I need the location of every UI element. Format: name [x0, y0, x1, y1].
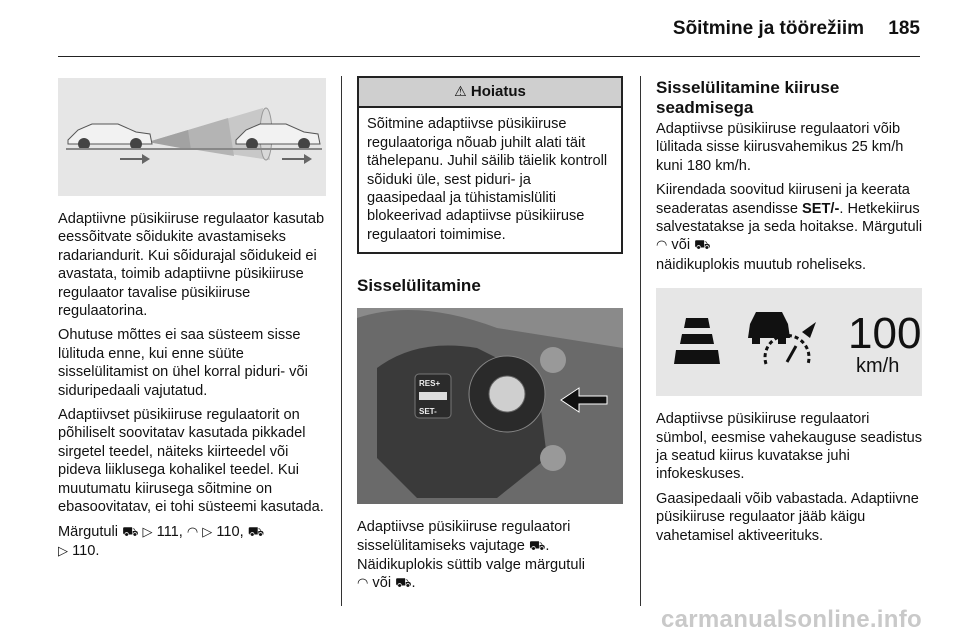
- figure-caption: Adaptiivse püsikiiruse regulaatori sisselülitamiseks vajutage ⛟. Näidikuplokis süttib valge märgutuli ◠ või ⛟.: [357, 519, 585, 592]
- caption-text: Adaptiivse püsikiiruse regulaatori sisselülitamiseks vajutage: [357, 519, 571, 554]
- adaptive-cruise-icon: ⛟: [247, 524, 265, 540]
- column-3: [656, 66, 924, 551]
- paragraph-text: näidikuplokis muutub roheliseks.: [656, 256, 867, 273]
- cruise-control-icon: ◠: [656, 238, 668, 254]
- cruise-control-icon: ◠: [186, 524, 199, 540]
- warning-title: Hoiatus: [470, 83, 526, 100]
- paragraph: Gaasipedaali võib vabastada. Adaptiivne püsikiiruse regulaator jääb käigu vahetamisel aktiveerituks.: [656, 490, 919, 544]
- ref-arrow-icon: ▷: [142, 524, 153, 540]
- speed-unit: km/h: [856, 355, 900, 378]
- set-label: SET/-: [802, 200, 840, 217]
- set-speed-value: 100: [848, 309, 922, 359]
- adaptive-cruise-icon: ⛟: [528, 538, 546, 554]
- cruise-control-icon: ◠: [357, 576, 369, 592]
- radar-illustration: [58, 78, 326, 196]
- paragraph: Adaptiivset püsikiiruse regulaatorit on põhiliselt soovitatav kasutada pikkadel sirgetel teedel, näiteks kiirteedel või pideva liiklusega kohalikel teedel. Kui muutumatu kiirusega sõitmine on ebasoovitatav, ei tohi süsteemi kasutada.: [58, 407, 324, 516]
- ref-arrow-icon: ▷: [202, 524, 213, 540]
- res-button-label: RES+: [419, 379, 441, 389]
- paragraph-text: Kiirendada soovitud kiiruseni ja keerata seaderatas asendisse: [656, 182, 910, 217]
- warning-icon: ⚠: [454, 84, 467, 100]
- paragraph-text: Märgutuli: [58, 523, 119, 540]
- column-divider-2: [640, 76, 641, 606]
- section-title: Sisselülitamine: [357, 276, 481, 296]
- warning-text: Sõitmine adaptiivse püsikiiruse regulaatoriga nõuab juhilt alati täit tähelepanu. Juhil säilib täielik kontroll sõiduki üle, sest piduri- ja gaasipedaal ja tühistamislüliti blokeerivad adaptiivse püsikiiruse regulaatori toimimise.: [367, 116, 608, 243]
- watermark: carmanualsonline.info: [660, 606, 922, 633]
- adaptive-cruise-icon: ⛟: [694, 238, 711, 254]
- page-header-title: Sõitmine ja töörežiim: [672, 18, 864, 39]
- warning-header: [359, 78, 621, 108]
- page-number: 185: [888, 18, 920, 39]
- column-2: [357, 66, 623, 600]
- car-icon: ⛟: [122, 524, 139, 540]
- paragraph: [58, 523, 326, 562]
- paragraph: Ohutuse mõttes ei saa süsteem sisse lülituda enne, kui enne süüte sisselülitamist on ühel korral piduri- või siduripedaali vajutatud.: [58, 327, 308, 399]
- paragraph: Adaptiivse püsikiiruse regulaatori sümbol, eesmise vahekauguse seadistus ja seatud kiirus kuvatakse juhi infokeskuses.: [656, 411, 923, 483]
- driver-info-display-figure: [656, 288, 922, 396]
- paragraph-text: või: [671, 237, 691, 254]
- adaptive-cruise-icon: ⛟: [395, 576, 412, 592]
- caption-text: või: [372, 575, 392, 592]
- column-divider-1: [341, 76, 342, 606]
- paragraph: Kiirendada soovitud kiiruseni ja keerata seaderatas asendisse SET/-. Hetkekiirus salvestatakse ja seda hoitakse. Märgutuli ◠ või ⛟ näidikuplokis muutub roheliseks.: [656, 182, 923, 273]
- set-button-label: SET-: [419, 407, 437, 417]
- ref-arrow-icon: ▷: [58, 543, 68, 559]
- header-rule: [58, 56, 920, 57]
- page-ref: 110,: [216, 523, 244, 540]
- paragraph: Adaptiivse püsikiiruse regulaatori võib lülitada sisse kiirusvahemikus 25 km/h kuni 180 km/h.: [656, 121, 904, 174]
- page-ref: 110.: [72, 542, 100, 559]
- paragraph-text: Hetkekiirus salvestatakse ja seda hoitakse. Märgutuli: [656, 200, 923, 236]
- warning-box: [357, 76, 623, 254]
- column-1: [58, 66, 326, 567]
- paragraph: Adaptiivne püsikiiruse regulaator kasutab eessõitvate sõidukite avastamiseks radariandurit. Kui sõidurajal sõidukeid ei avastata, toimib adaptiivne püsikiiruse regulaator tavalise püsikiiruse regulaatorina.: [58, 211, 325, 320]
- page-ref: 111,: [156, 523, 183, 540]
- section-title: Sisselülitamine kiiruse seadmisega: [656, 78, 840, 117]
- steering-wheel-controls-photo: [357, 308, 623, 504]
- caption-text: Näidikuplokis süttib valge märgutuli: [357, 557, 585, 574]
